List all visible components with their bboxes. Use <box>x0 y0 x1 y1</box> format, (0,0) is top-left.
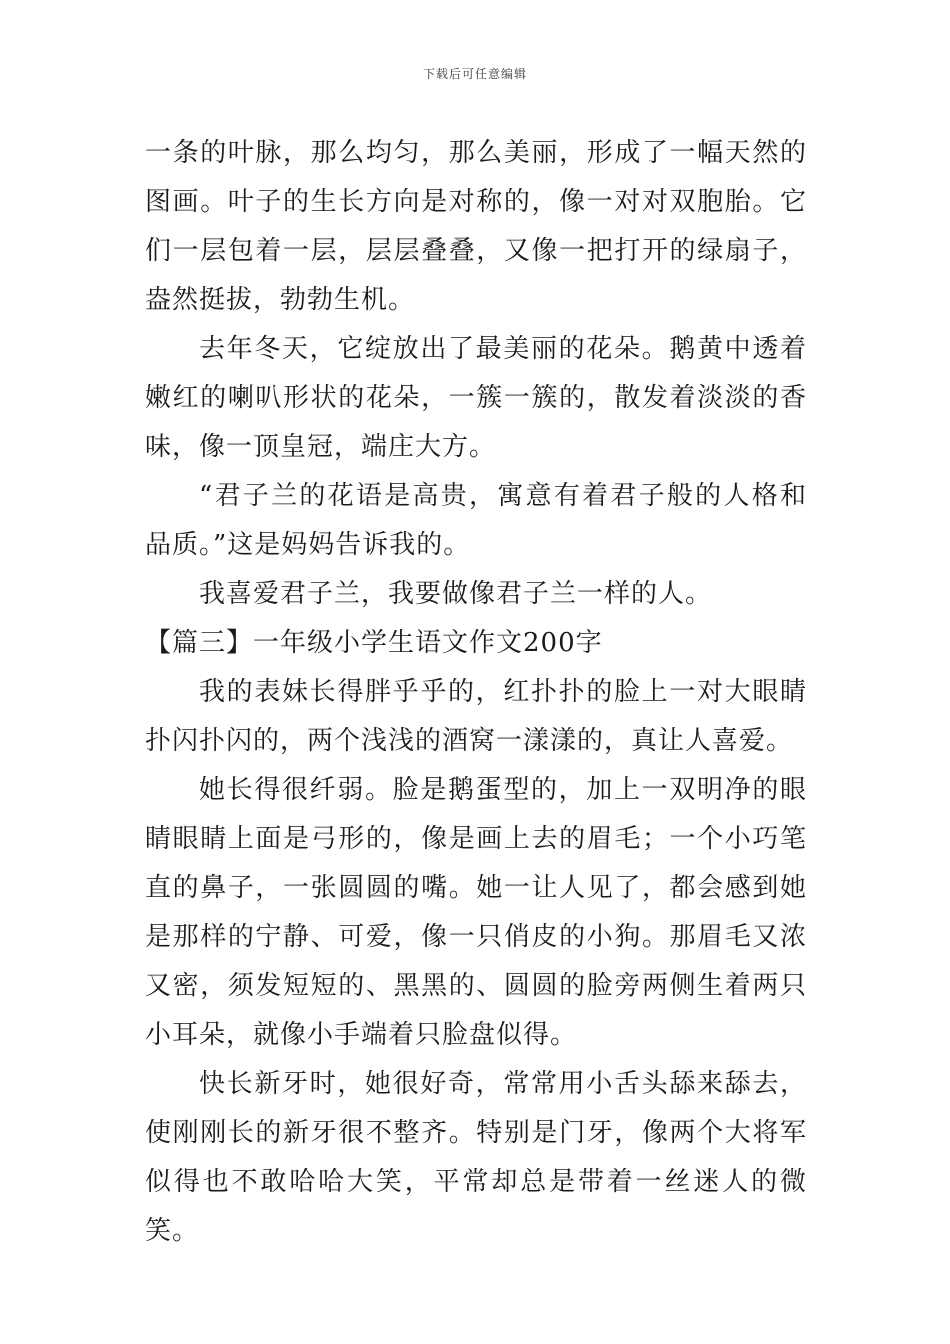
paragraph-flower-language: “君子兰的花语是高贵，寓意有着君子般的人格和品质。”这是妈妈告诉我的。 <box>145 481 807 560</box>
paragraph-cousin-intro: 我的表妹长得胖乎乎的，红扑扑的脸上一对大眼睛扑闪扑闪的，两个浅浅的酒窝一漾漾的，真让人喜爱。 <box>145 677 807 756</box>
paragraph-leaf-veins: 一条的叶脉，那么均匀，那么美丽，形成了一幅天然的图画。叶子的生长方向是对称的，像一对对双胞胎。它们一层包着一层，层层叠叠，又像一把打开的绿扇子，盎然挺拔，勃勃生机。 <box>145 138 807 315</box>
page-header: 下载后可任意编辑 <box>422 67 527 81</box>
paragraph-winter-flowers: 去年冬天，它绽放出了最美丽的花朵。鹅黄中透着嫩红的喇叭形状的花朵，一簇一簇的，散发着淡淡的香味，像一顶皇冠，端庄大方。 <box>145 334 807 462</box>
paragraph-new-teeth: 快长新牙时，她很好奇，常常用小舌头舔来舔去，使刚刚长的新牙很不整齐。特别是门牙，像两个大将军似得也不敢哈哈大笑，平常却总是带着一丝迷人的微笑。 <box>145 1069 807 1246</box>
paragraph-cousin-face: 她长得很纤弱。脸是鹅蛋型的，加上一双明净的眼睛眼睛上面是弓形的，像是画上去的眉毛；一个小巧笔直的鼻子，一张圆圆的嘴。她一让人见了，都会感到她是那样的宁静、可爱，像一只俏皮的小狗。那眉毛又浓又密，须发短短的、黑黑的、圆圆的脸旁两侧生着两只小耳朵，就像小手端着只脸盘似得。 <box>145 775 807 1050</box>
document-body <box>145 129 807 1256</box>
paragraph-love-orchid: 我喜爱君子兰，我要做像君子兰一样的人。 <box>199 579 713 609</box>
section-heading: 【篇三】一年级小学生语文作文200字 <box>145 628 603 658</box>
